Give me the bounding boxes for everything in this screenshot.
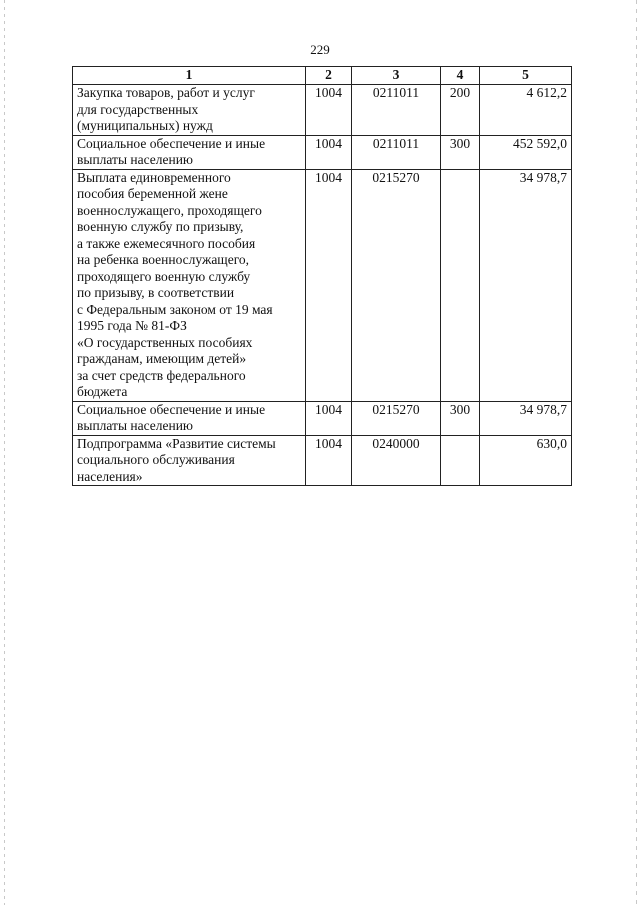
- row-name-cell: [73, 85, 306, 136]
- table-row: [73, 169, 572, 401]
- row-name: Закупка товаров, работ и услуг для государственных (муниципальных) нужд: [77, 85, 255, 133]
- header-col-3: 3: [352, 67, 441, 85]
- row-target-code: 0215270: [352, 169, 441, 401]
- table-row: [73, 85, 572, 136]
- row-section: 1004: [306, 401, 352, 435]
- row-amount: 34 978,7: [480, 401, 572, 435]
- row-name-cell: [73, 135, 306, 169]
- row-target-code: 0215270: [352, 401, 441, 435]
- page-number: 229: [310, 42, 330, 57]
- header-col-1: 1: [73, 67, 306, 85]
- row-name-cell: [73, 169, 306, 401]
- row-target-code: 0211011: [352, 135, 441, 169]
- table-row: [73, 135, 572, 169]
- scan-edge-left: [4, 0, 5, 905]
- row-name: Социальное обеспечение и иные выплаты населению: [77, 135, 266, 167]
- header-col-5: 5: [480, 67, 572, 85]
- row-name-cell: [73, 401, 306, 435]
- row-section: 1004: [306, 435, 352, 486]
- row-name: Социальное обеспечение и иные выплаты населению: [77, 401, 266, 433]
- row-name-cell: [73, 435, 306, 486]
- budget-table: [72, 66, 572, 486]
- row-amount: 452 592,0: [480, 135, 572, 169]
- row-type-code: [441, 435, 480, 486]
- header-col-2: 2: [306, 67, 352, 85]
- row-type-code: 200: [441, 85, 480, 136]
- row-section: 1004: [306, 85, 352, 136]
- row-type-code: [441, 169, 480, 401]
- row-target-code: 0240000: [352, 435, 441, 486]
- row-name: Выплата единовременного пособия беременной жене военнослужащего, проходящего военную службу по призыву, а также ежемесячного пособия на ребенка военнослужащего, проходящего военную службу по призыву, в соответствии с Федеральным законом от 19 мая 1995 года № 81-ФЗ «О государственных пособиях гражданам, имеющим детей» за счет средств федерального бюджета: [77, 169, 273, 399]
- row-amount: 4 612,2: [480, 85, 572, 136]
- table-header-row: [73, 67, 572, 85]
- row-section: 1004: [306, 135, 352, 169]
- row-section: 1004: [306, 169, 352, 401]
- row-target-code: 0211011: [352, 85, 441, 136]
- row-amount: 34 978,7: [480, 169, 572, 401]
- row-type-code: 300: [441, 135, 480, 169]
- row-amount: 630,0: [480, 435, 572, 486]
- table-row: [73, 401, 572, 435]
- row-type-code: 300: [441, 401, 480, 435]
- row-name: Подпрограмма «Развитие системы социального обслуживания населения»: [77, 435, 276, 484]
- scan-edge-right: [636, 0, 637, 905]
- table-row: [73, 435, 572, 486]
- header-col-4: 4: [441, 67, 480, 85]
